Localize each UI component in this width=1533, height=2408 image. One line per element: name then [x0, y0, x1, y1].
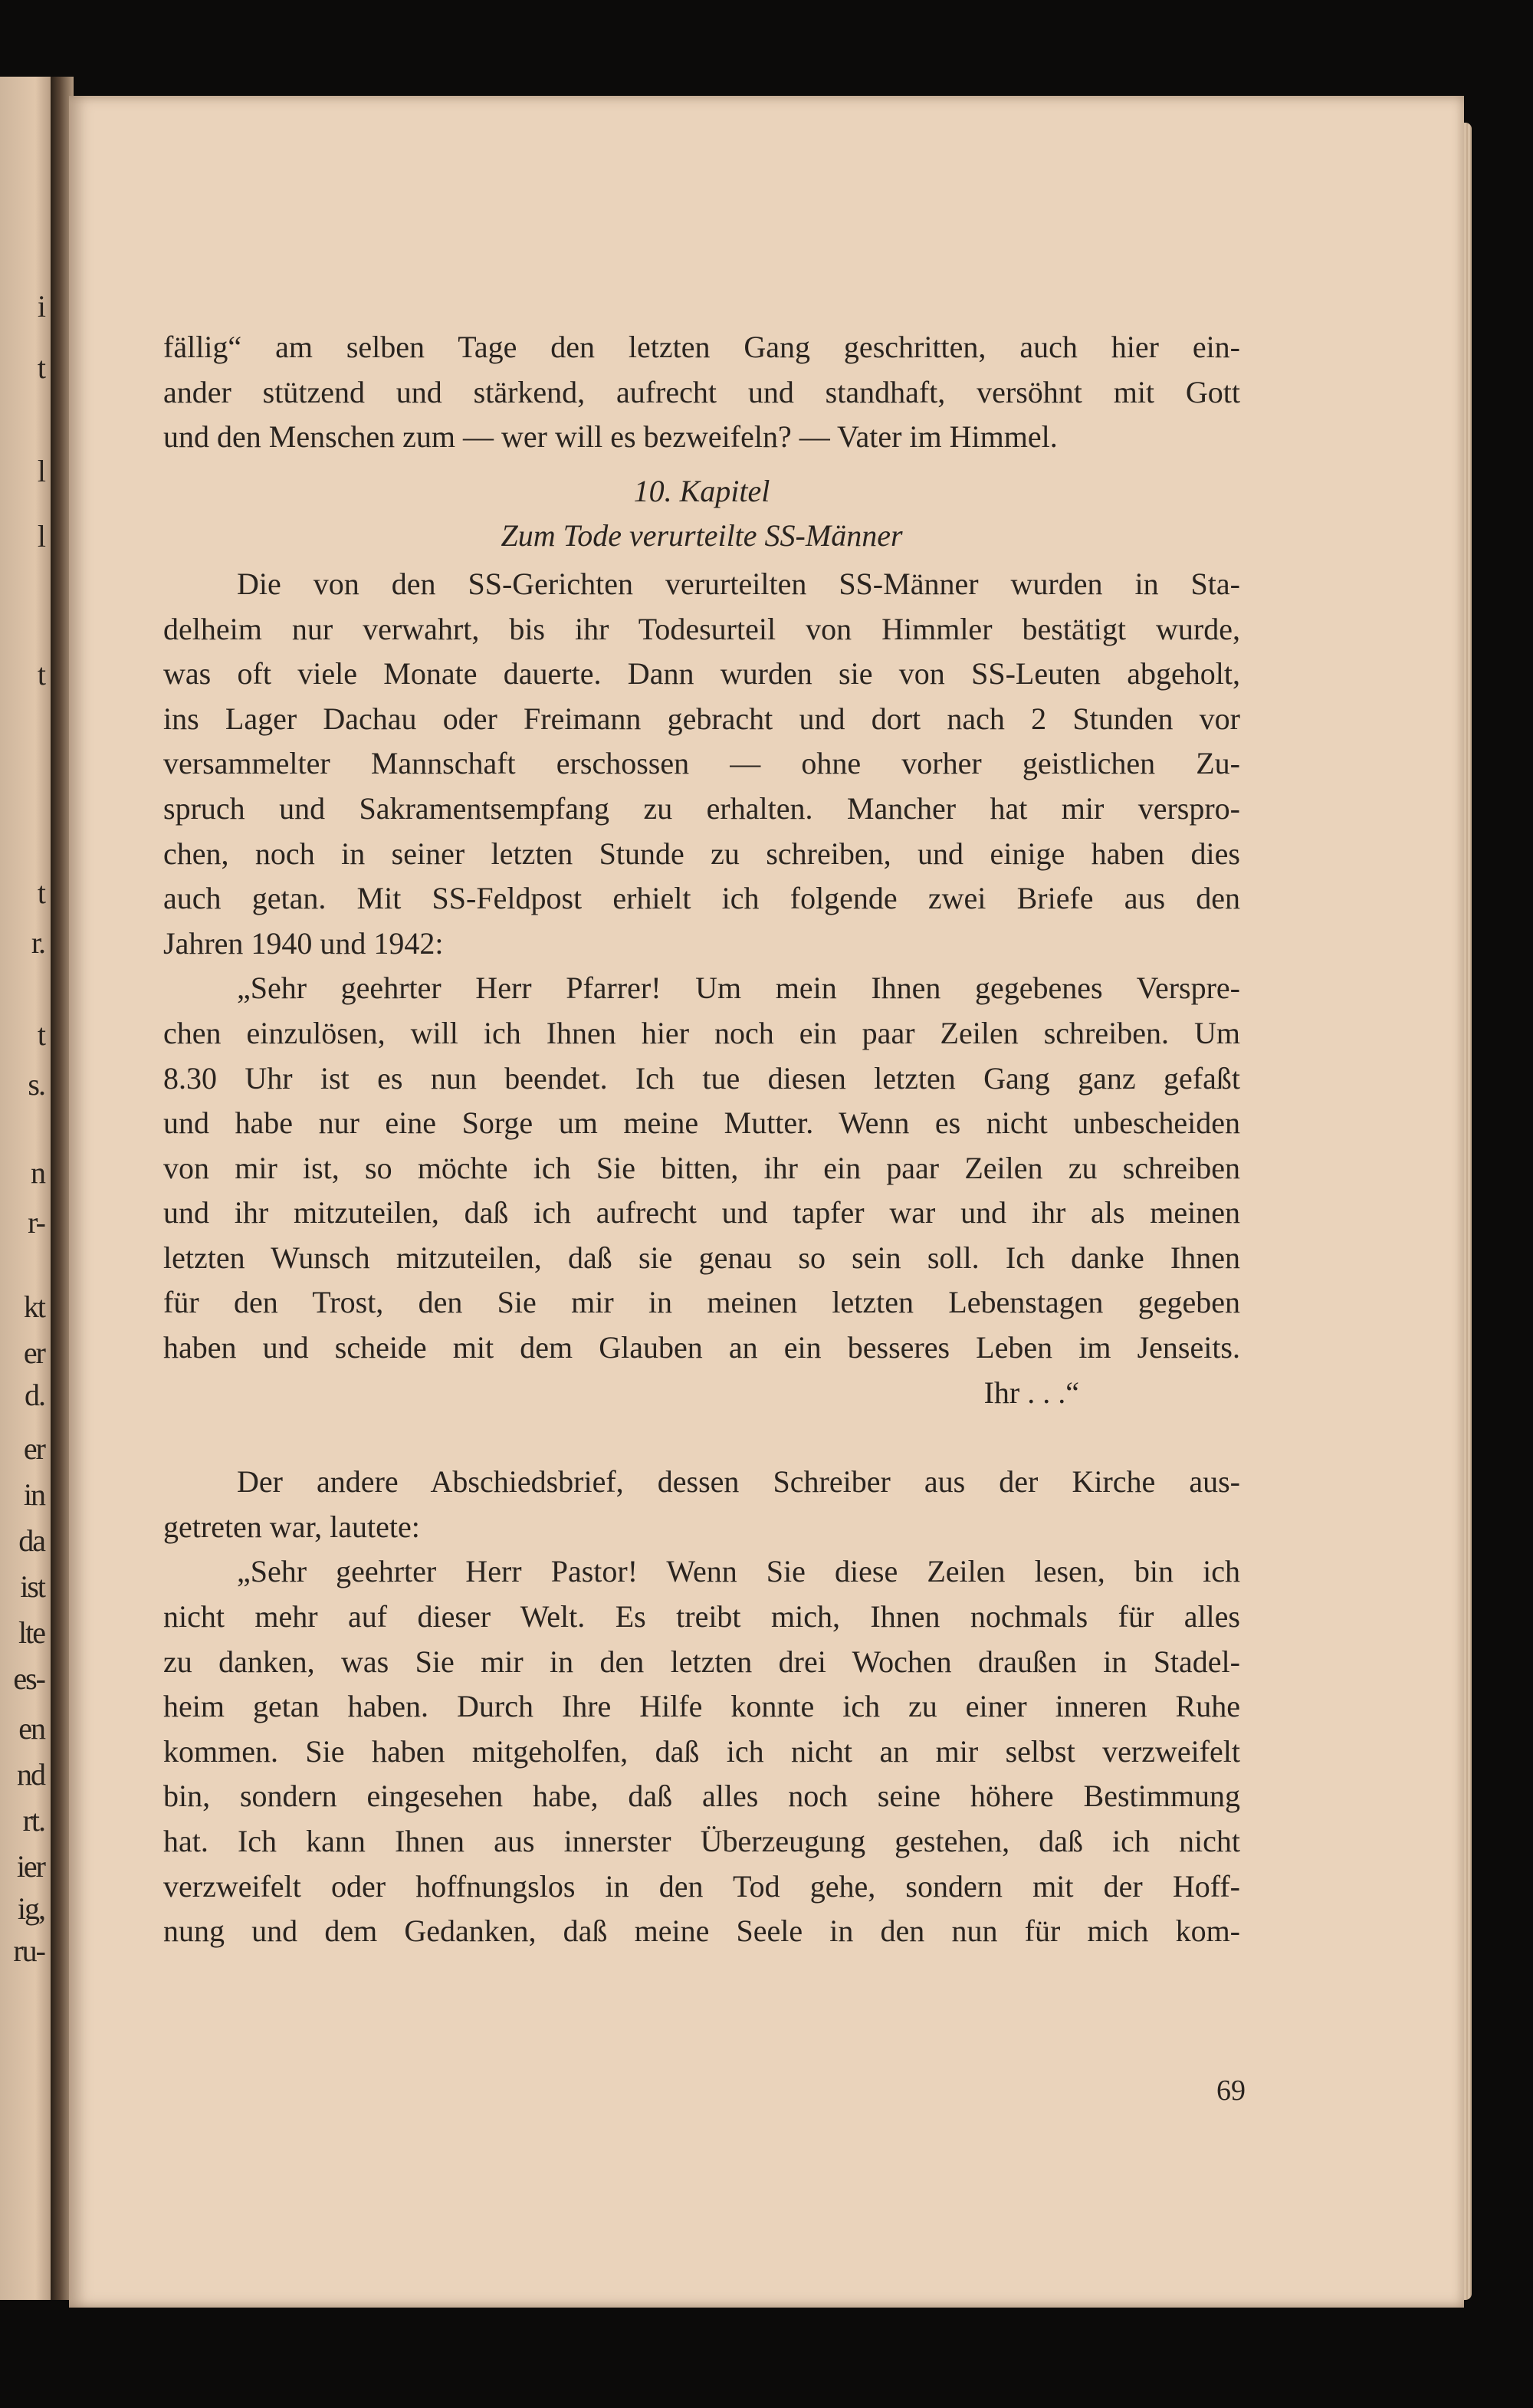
text-line: hat. Ich kann Ihnen aus innerster Überzeugung gestehen, daß ich nicht	[163, 1824, 1240, 1858]
text-line: versammelter Mannschaft erschossen — ohne vorher geistlichen Zu-	[163, 746, 1240, 781]
facing-page-fragment: n	[31, 1155, 44, 1190]
facing-page-fragment: ier	[16, 1849, 44, 1884]
facing-page-fragment: en	[18, 1711, 44, 1746]
facing-page-fragment: l	[37, 519, 44, 554]
facing-page-fragment: lte	[18, 1615, 44, 1650]
page-text	[163, 325, 1240, 1954]
text-line: von mir ist, so möchte ich Sie bitten, ihr ein paar Zeilen zu schreiben	[163, 1150, 1240, 1185]
text-line: chen, noch in seiner letzten Stunde zu schreiben, und einige haben dies	[163, 836, 1240, 871]
text-line: verzweifelt oder hoffnungslos in den Tod gehe, sondern mit der Hoff-	[163, 1868, 1240, 1904]
text-line: kommen. Sie haben mitgeholfen, daß ich nicht an mir selbst verzweifelt	[163, 1733, 1240, 1769]
text-line: nung und dem Gedanken, daß meine Seele in den nun für mich kom-	[163, 1914, 1240, 1949]
text-line: bin, sondern eingesehen habe, daß alles noch seine höhere Bestimmung	[163, 1779, 1240, 1814]
facing-page-fragment: t	[37, 1017, 44, 1052]
facing-page-fragment: t	[37, 657, 44, 692]
facing-page-fragment: rt.	[22, 1803, 44, 1838]
facing-page-fragment: d.	[25, 1378, 44, 1412]
facing-page-fragment: er	[23, 1431, 44, 1466]
text-line: fällig“ am selben Tage den letzten Gang geschritten, auch hier ein-	[163, 330, 1240, 364]
text-line: zu danken, was Sie mir in den letzten drei Wochen draußen in Stadel-	[163, 1644, 1240, 1679]
facing-page-fragment: t	[37, 350, 44, 385]
text-line: „Sehr geehrter Herr Pastor! Wenn Sie diese Zeilen lesen, bin ich	[237, 1554, 1240, 1589]
facing-page-fragment: da	[18, 1523, 44, 1558]
facing-page-fragment: kt	[23, 1289, 44, 1324]
facing-page-sliver	[0, 77, 51, 2300]
letter-two	[163, 1549, 1240, 1953]
paragraph-intro	[163, 562, 1240, 966]
facing-page-fragment: ist	[20, 1569, 44, 1604]
text-line: und habe nur eine Sorge um meine Mutter. Wenn es nicht unbescheiden	[163, 1105, 1240, 1141]
facing-page-fragment: i	[37, 289, 44, 324]
text-line: spruch und Sakramentsempfang zu erhalten. Mancher hat mir verspro-	[163, 790, 1240, 826]
text-line: heim getan haben. Durch Ihre Hilfe konnte ich zu einer inneren Ruhe	[163, 1689, 1240, 1724]
facing-page-fragment: l	[37, 454, 44, 488]
text-line: letzten Wunsch mitzuteilen, daß sie genau so sein soll. Ich danke Ihnen	[163, 1240, 1240, 1275]
text-line: Der andere Abschiedsbrief, dessen Schreiber aus der Kirche aus-	[237, 1464, 1240, 1500]
text-line: Die von den SS-Gerichten verurteilten SS-Männer wurden in Sta-	[237, 566, 1240, 601]
text-line: was oft viele Monate dauerte. Dann wurden sie von SS-Leuten abgeholt,	[163, 656, 1240, 692]
continued-paragraph	[163, 325, 1240, 460]
facing-page-fragment: ig,	[17, 1891, 44, 1926]
text-line: und den Menschen zum — wer will es bezweifeln? — Vater im Himmel.	[163, 419, 1058, 455]
text-line: „Sehr geehrter Herr Pfarrer! Um mein Ihnen gegebenes Verspre-	[237, 971, 1240, 1006]
facing-page-fragment: es-	[13, 1661, 44, 1696]
text-line: für den Trost, den Sie mir in meinen letzten Lebenstagen gegeben	[163, 1285, 1240, 1320]
letter-closing: Ihr . . .“	[983, 1375, 1079, 1410]
page-number: 69	[1216, 2075, 1246, 2107]
facing-page-fragment: s.	[28, 1067, 44, 1102]
text-line: Jahren 1940 und 1942:	[163, 925, 444, 961]
text-line: delheim nur verwahrt, bis ihr Todesurteil von Himmler bestätigt wurde,	[163, 611, 1240, 646]
facing-page-fragment: nd	[17, 1757, 44, 1792]
text-line: und ihr mitzuteilen, daß ich aufrecht und tapfer war und ihr als meinen	[163, 1195, 1240, 1230]
letter-one	[163, 966, 1240, 1415]
facing-page-fragment: er	[23, 1335, 44, 1370]
paragraph-second-letter-intro	[163, 1460, 1240, 1549]
text-line: haben und scheide mit dem Glauben an ein besseres Leben im Jenseits.	[163, 1330, 1240, 1365]
text-line: auch getan. Mit SS-Feldpost erhielt ich folgende zwei Briefe aus den	[163, 881, 1240, 916]
text-line: chen einzulösen, will ich Ihnen hier noch ein paar Zeilen schreiben. Um	[163, 1015, 1240, 1050]
facing-page-fragment: r-	[28, 1205, 44, 1240]
facing-page-fragment: t	[37, 875, 44, 910]
facing-page-fragment: r.	[31, 925, 44, 960]
chapter-title: Zum Tode verurteilte SS-Männer	[501, 518, 903, 554]
text-line: ander stützend und stärkend, aufrecht und standhaft, versöhnt mit Gott	[163, 374, 1240, 409]
text-line: ins Lager Dachau oder Freimann gebracht und dort nach 2 Stunden vor	[163, 701, 1240, 736]
facing-page-fragment: ru-	[13, 1933, 44, 1968]
chapter-number: 10. Kapitel	[633, 473, 770, 508]
facing-page-fragment: in	[23, 1477, 44, 1512]
text-line: getreten war, lautete:	[163, 1509, 420, 1544]
text-line: nicht mehr auf dieser Welt. Es treibt mich, Ihnen nochmals für alles	[163, 1599, 1240, 1634]
text-line: 8.30 Uhr ist es nun beendet. Ich tue diesen letzten Gang ganz gefaßt	[163, 1060, 1240, 1096]
